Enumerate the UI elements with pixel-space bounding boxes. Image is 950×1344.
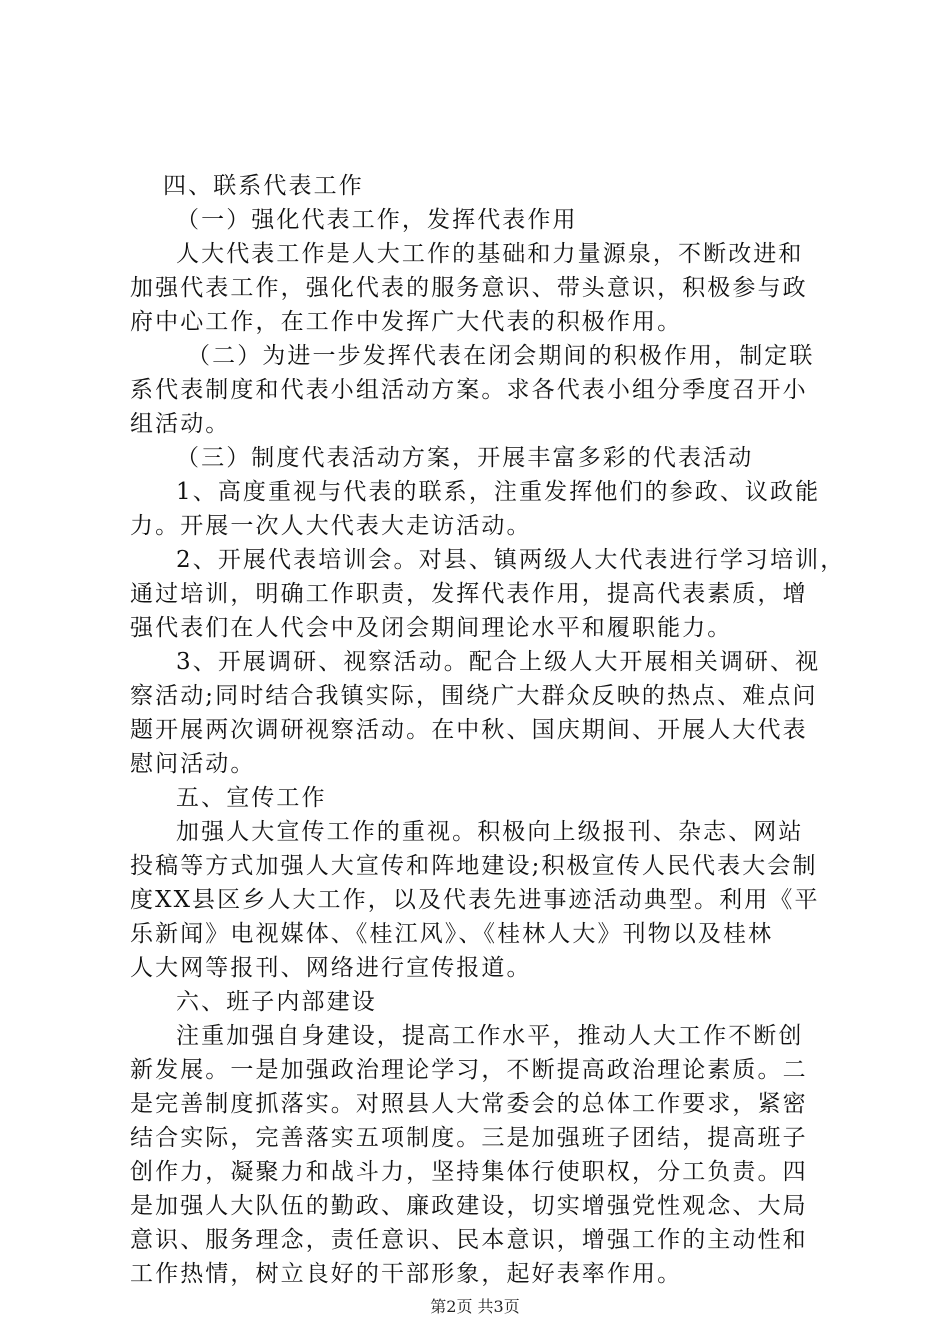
text-line: 结合实际，完善落实五项制度。三是加强班子团结，提高班子	[130, 1125, 808, 1151]
text-line: 系代表制度和代表小组活动方案。求各代表小组分季度召开小	[130, 377, 808, 403]
text-line: （二）为进一步发挥代表在闭会期间的积极作用，制定联	[187, 343, 815, 369]
text-line: 慰问活动。	[130, 751, 256, 777]
text-line: （一）强化代表工作，发挥代表作用	[176, 207, 578, 233]
text-line: 1、高度重视与代表的联系，注重发挥他们的参政、议政能	[176, 479, 821, 505]
text-line: 人大网等报刊、网络进行宣传报道。	[130, 955, 532, 981]
text-line: 府中心工作，在工作中发挥广大代表的积极作用。	[130, 309, 683, 335]
text-line: 注重加强自身建设，提高工作水平，推动人大工作不断创	[176, 1023, 804, 1049]
text-line: 是加强人大队伍的勤政、廉政建设，切实增强党性观念、大局	[130, 1193, 808, 1219]
text-line: 题开展两次调研视察活动。在中秋、国庆期间、开展人大代表	[130, 717, 808, 743]
text-line: 加强人大宣传工作的重视。积极向上级报刊、杂志、网站	[176, 819, 804, 845]
text-line: 是完善制度抓落实。对照县人大常委会的总体工作要求，紧密	[130, 1091, 808, 1117]
text-line: （三）制度代表活动方案，开展丰富多彩的代表活动	[176, 445, 754, 471]
text-line: 五、宣传工作	[176, 785, 327, 811]
text-line: 工作热情，树立良好的干部形象，起好表率作用。	[130, 1261, 683, 1287]
text-line: 度XX县区乡人大工作，以及代表先进事迹活动典型。利用《平	[130, 887, 820, 913]
text-line: 意识、服务理念，责任意识、民本意识，增强工作的主动性和	[130, 1227, 808, 1253]
text-line: 组活动。	[130, 411, 231, 437]
text-line: 察活动;同时结合我镇实际，围绕广大群众反映的热点、难点问	[130, 683, 818, 709]
text-line: 创作力，凝聚力和战斗力，坚持集体行使职权，分工负责。四	[130, 1159, 808, 1185]
text-line: 通过培训，明确工作职责，发挥代表作用，提高代表素质，增	[130, 581, 808, 607]
page-footer: 第2页 共3页	[430, 1297, 520, 1316]
text-line: 乐新闻》电视媒体、《桂江风》、《桂林人大》刊物以及桂林	[130, 921, 774, 947]
text-line: 加强代表工作，强化代表的服务意识、带头意识，积极参与政	[130, 275, 808, 301]
text-line: 人大代表工作是人大工作的基础和力量源泉，不断改进和	[176, 241, 804, 267]
text-line: 四、联系代表工作	[163, 173, 364, 199]
text-line: 强代表们在人代会中及闭会期间理论水平和履职能力。	[130, 615, 733, 641]
text-line: 六、班子内部建设	[176, 989, 377, 1015]
text-line: 3、开展调研、视察活动。配合上级人大开展相关调研、视	[176, 649, 821, 675]
text-line: 投稿等方式加强人大宣传和阵地建设;积极宣传人民代表大会制	[130, 853, 818, 879]
text-line: 力。开展一次人大代表大走访活动。	[130, 513, 532, 539]
text-line: 新发展。一是加强政治理论学习，不断提高政治理论素质。二	[130, 1057, 808, 1083]
text-line: 2、开展代表培训会。对县、镇两级人大代表进行学习培训，	[176, 547, 846, 573]
